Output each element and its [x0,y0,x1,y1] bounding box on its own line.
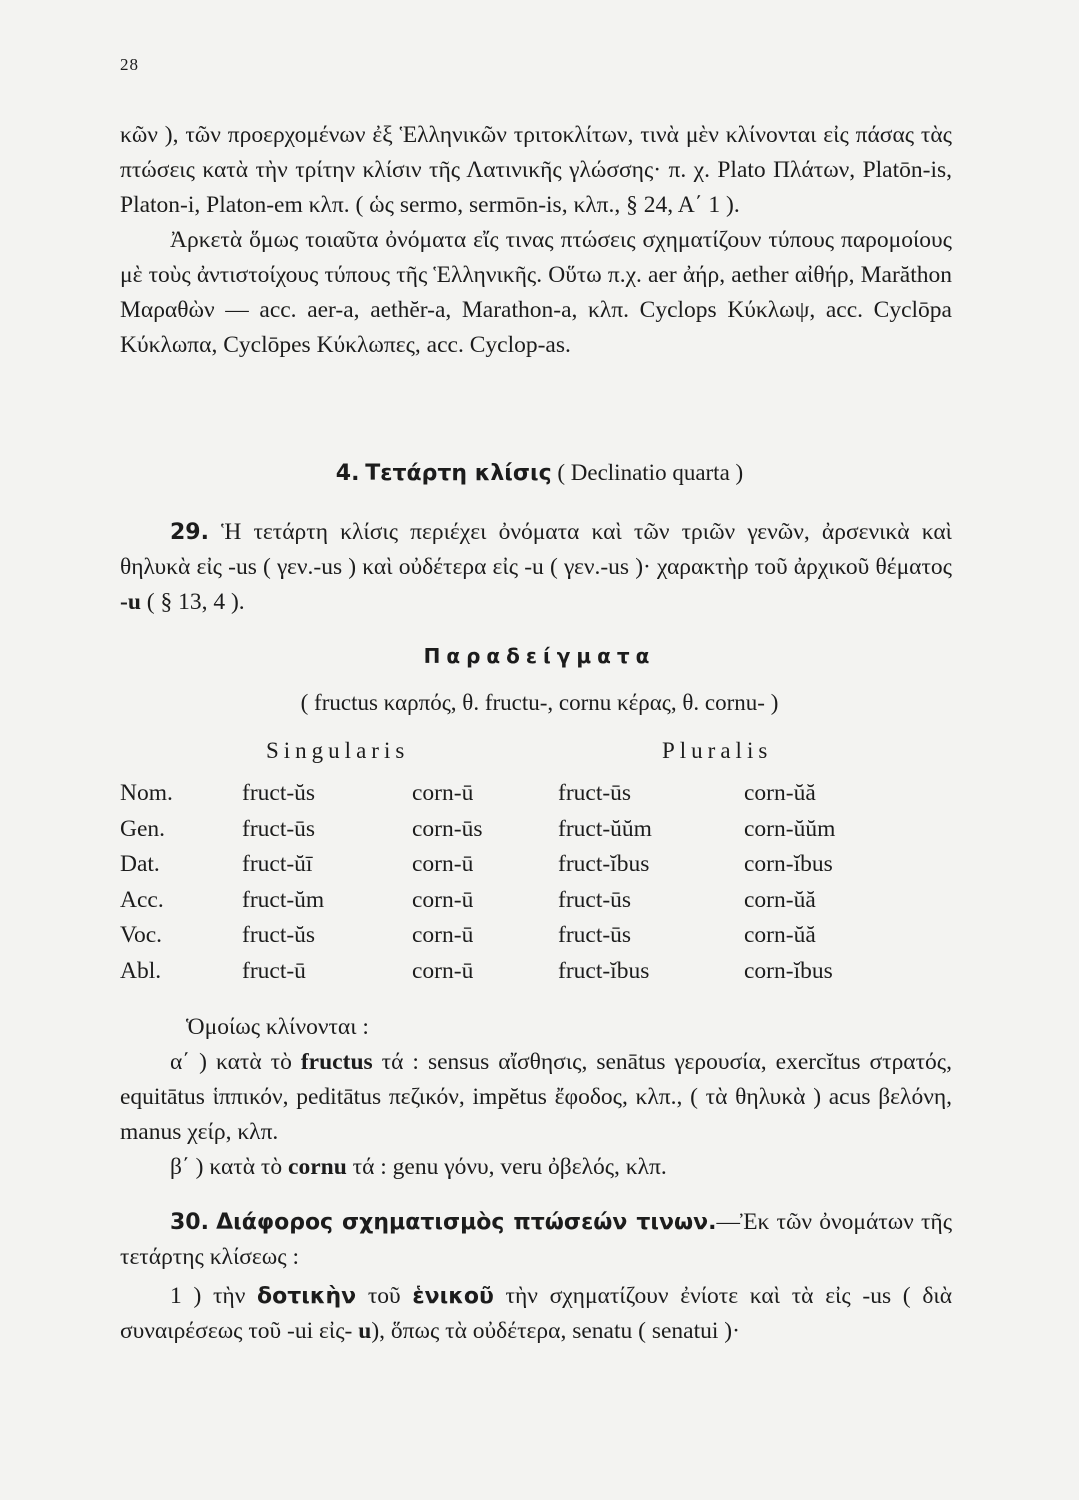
page-number: 28 [120,55,139,74]
paragraph-29-number: 29. [170,520,209,545]
table-row [120,780,960,816]
singular-neut: corn-ū [412,922,474,948]
table-row [120,922,960,958]
declension-table [120,780,960,993]
plural-masc: fruct-ūs [558,886,632,913]
examples-heading: Παραδείγματα [423,644,656,668]
plural-masc: fruct-ĭbus [558,957,650,984]
singular-masc: fruct-ŭs [242,922,316,948]
paragraph-29-stem: -u [120,589,141,615]
paragraph-29 [120,515,952,620]
item-a [120,1045,952,1150]
item-b [120,1150,952,1185]
case-label: Acc. [120,886,164,913]
item-1-dative: δοτικὴν [257,1284,357,1309]
plural-masc: fruct-ūs [558,922,632,948]
plural-neut: corn-ŭă [744,886,816,913]
similarly-section [120,1010,952,1185]
case-label: Dat. [120,851,160,877]
paragraph-30-title: Διάφορος σχηματισμὸς πτώσεών τινων. [216,1210,717,1235]
table-row [120,958,960,994]
singular-neut: corn-ū [412,851,474,877]
intro-text [120,118,952,363]
plural-label: Pluralis [662,738,773,763]
table-row [120,887,960,923]
case-label: Voc. [120,922,162,948]
singular-masc: fruct-ŭī [242,851,313,877]
section-title-greek: Τετάρτη κλίσις [365,461,552,486]
paragraph-2: Ἀρκετὰ ὅμως τοιαῦτα ὀνόματα εἴς τινας πτώσεις σχηματίζουν τύπους παρομοίους μὲ τοὺς ἀντιστοίχους τύπους τῆς Ἑλληνικῆς. Οὕτω π.χ. aer ἀήρ, aether αἰθήρ, Marăthon Μαραθὼν — acc. aer-a, aethĕr-a, Marathon-a, κλπ. Cyclops Κύκλωψ, acc. Cyclōpa Κύκλωπα, Cyclōpes Κύκλωπες, acc. Cyclop-as. [120,227,952,358]
singular-masc: fruct-ū [242,957,306,984]
plural-neut: corn-ĭbus [744,957,833,984]
item-1-pre: 1 ) τὴν [170,1283,246,1309]
item-a-word: fructus [300,1049,373,1075]
item-a-text: τά : sensus αἴσθησις, senātus γερουσία, exercĭtus στρατός, equitātus ἱππικόν, peditātus πεζικόν, impĕtus ἔφοδος, κλπ., ( τὰ θηλυκὰ ) acus βελόνη, manus χείρ, κλπ. [120,1049,952,1145]
plural-masc: fruct-ŭŭm [558,815,652,842]
examples-caption: ( fructus καρπός, θ. fructu-, cornu κέρας, θ. cornu- ) [300,690,779,715]
item-1 [120,1279,952,1349]
table-row [120,816,960,852]
similarly-line: Ὁμοίως κλίνονται : [186,1014,369,1040]
item-b-text: τά : genu γόνυ, veru ὀβελός, κλπ. [352,1154,667,1180]
item-a-label: α΄ ) κατὰ τὸ [170,1049,292,1075]
singular-neut: corn-ū [412,886,474,913]
section-title-latin: ( Declinatio quarta ) [557,460,744,485]
paragraph-29-ref: ( § 13, 4 ). [146,589,245,615]
item-1-end: ), ὅπως τὰ οὐδέτερα, senatu ( senatui )· [371,1318,740,1344]
paragraph-30-text: —Ἐκ τῶν ὀνομάτων τῆς τετάρτης κλίσεως : [120,1209,952,1270]
paragraph-29-text: Ἡ τετάρτη κλίσις περιέχει ὀνόματα καὶ τῶν τριῶν γενῶν, ἀρσενικὰ καὶ θηλυκὰ εἰς -us ( γεν.-us ) καὶ οὐδέτερα εἰς -u ( γεν.-us )· χαρακτὴρ τοῦ ἀρχικοῦ θέματος [120,519,953,580]
item-b-label: β΄ ) κατὰ τὸ [170,1154,283,1180]
item-1-u: u [358,1318,372,1344]
table-row [120,851,960,887]
plural-neut: corn-ŭŭm [744,815,836,842]
singular-masc: fruct-ŭs [242,780,316,806]
singular-label: Singularis [266,738,410,763]
item-b-word: cornu [288,1154,347,1180]
plural-masc: fruct-ĭbus [558,851,650,877]
plural-neut: corn-ŭă [744,922,816,948]
plural-neut: corn-ŭă [744,780,816,806]
intro-paragraph: κῶν ), τῶν προερχομένων ἐξ Ἑλληνικῶν τριτοκλίτων, τινὰ μὲν κλίνονται εἰς πάσας τὰς πτώσεις κατὰ τὴν τρίτην κλίσιν τῆς Λατινικῆς γλώσσης· π. χ. Plato Πλάτων, Platōn-is, Platon-i, Platon-em κλπ. ( ὡς sermo, sermōn-is, κλπ., § 24, Α΄ 1 ). [120,122,952,218]
singular-neut: corn-ū [412,780,474,806]
plural-masc: fruct-ūs [558,780,632,806]
paragraph-30 [120,1205,952,1349]
case-label: Abl. [120,957,162,984]
item-1-singular: ἑνικοῦ [412,1284,494,1309]
section-number: 4. [335,461,360,486]
case-label: Nom. [120,780,173,806]
singular-neut: corn-ū [412,957,474,984]
singular-masc: fruct-ūs [242,815,316,842]
plural-neut: corn-ĭbus [744,851,833,877]
paragraph-30-number: 30. [170,1210,209,1235]
section-heading [0,460,1079,486]
item-1-mid: τοῦ [367,1283,401,1309]
singular-neut: corn-ūs [412,815,483,842]
item-1-post: τὴν σχηματίζουν ἐνίοτε καὶ τὰ εἰς -us ( διὰ συναιρέσεως τοῦ -ui εἰς- [120,1283,953,1344]
singular-masc: fruct-ŭm [242,886,325,913]
case-label: Gen. [120,815,166,842]
